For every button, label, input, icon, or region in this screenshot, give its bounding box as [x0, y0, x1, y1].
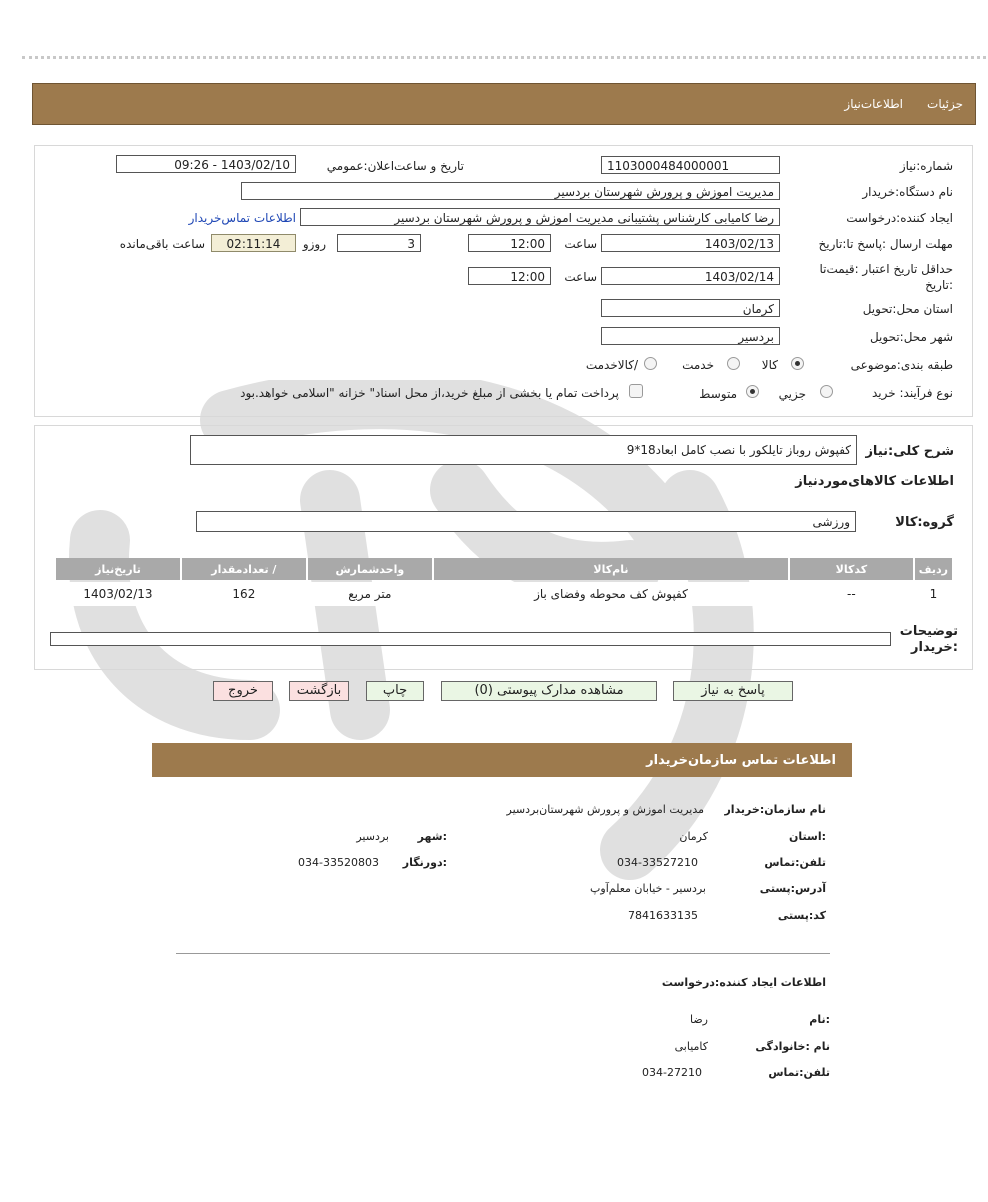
view-documents-button[interactable]: مشاهده مدارک پیوستی (0) [441, 681, 657, 701]
col-name: نام‌کالا [434, 558, 788, 580]
cell-name: کفپوش کف محوطه وفضای باز [434, 582, 788, 606]
tab-details[interactable]: جزئیات [927, 97, 963, 111]
goods-info-title: اطلاعات کالاهای‌موردنیاز [795, 474, 954, 489]
contact-org-value: مدیریت اموزش و پرورش شهرستان‌بردسیر [506, 803, 704, 816]
treasury-payment-note: پرداخت تمام یا بخشی از مبلغ خرید،از محل اسناد" خزانه "اسلامی خواهد.بود [240, 386, 619, 400]
back-button[interactable]: بازگشت [289, 681, 349, 701]
process-radio-minor[interactable] [820, 385, 833, 398]
deadline-hour-label: ساعت [564, 237, 597, 251]
cell-quantity: 162 [182, 582, 306, 606]
goods-table [54, 556, 954, 608]
deadline-hour-field: 12:00 [468, 234, 551, 252]
contact-postal-label: کد:پستی [777, 909, 826, 922]
category-radio-goods[interactable] [791, 357, 804, 370]
process-option-minor: جزيي [778, 387, 806, 401]
buyer-notes-label: توضیحات :خریدار [899, 624, 958, 655]
cell-unit: متر مربع [308, 582, 432, 606]
col-code: کدکالا [790, 558, 913, 580]
tab-need-info[interactable]: اطلاعات‌نیاز [844, 97, 903, 111]
creator-info-title: اطلاعات ایجاد کننده:درخواست [661, 976, 826, 989]
treasury-payment-checkbox[interactable] [629, 384, 643, 398]
contact-fax-label: :دورنگار [402, 856, 447, 869]
general-desc-field: کفپوش روباز تایلکور با نصب کامل ابعاد18*9 [190, 435, 857, 465]
col-unit: واحدشمارش [308, 558, 432, 580]
contact-fax-value: 034-33520803 [298, 856, 379, 869]
contact-phone-label: تلفن:تماس [764, 856, 826, 869]
need-number-label: شماره:نیاز [899, 159, 953, 173]
contact-phone-value: 034-33527210 [617, 856, 698, 869]
creator-phone-value: 034-27210 [642, 1066, 702, 1079]
contact-province-label: :استان [789, 830, 826, 843]
cell-code: -- [790, 582, 913, 606]
category-option-goods: کالا [761, 358, 778, 372]
creator-family-label: نام :خانوادگی [755, 1040, 830, 1053]
category-label: طبقه بندی:موضوعی [850, 358, 953, 372]
creator-field: رضا کامیابی کارشناس پشتیبانی مدیریت اموزش و پرورش شهرستان بردسیر [300, 208, 780, 226]
remaining-label: ساعت باقی‌مانده [119, 237, 205, 251]
need-number-field: 1103000484000001 [601, 156, 780, 174]
announce-date-field: 1403/02/10 - 09:26 [116, 155, 296, 173]
col-quantity: / تعدادمقدار [182, 558, 306, 580]
contact-city-label: :شهر [417, 830, 447, 843]
general-desc-label: شرح کلی:نیاز [865, 444, 954, 459]
cell-row: 1 [915, 582, 952, 606]
remaining-time-field: 02:11:14 [211, 234, 296, 252]
process-radio-medium[interactable] [746, 385, 759, 398]
buyer-org-label: نام دستگاه:خریدار [862, 185, 953, 199]
category-option-goods-service: /کالاخدمت [585, 358, 638, 372]
contact-address-label: آدرس:پستی [759, 882, 826, 895]
day-and-label: روزو [302, 237, 326, 251]
process-label: نوع فرآیند: خرید [872, 386, 953, 400]
process-option-medium: متوسط [699, 387, 737, 401]
province-field: کرمان [601, 299, 780, 317]
goods-table-header [56, 558, 952, 580]
creator-name-label: :نام [809, 1013, 830, 1026]
validity-hour-label: ساعت [564, 270, 597, 284]
city-label: شهر محل:تحویل [869, 330, 953, 344]
creator-name-value: رضا [689, 1013, 708, 1026]
days-field: 3 [337, 234, 421, 252]
reply-button[interactable]: پاسخ به نیاز [673, 681, 793, 701]
exit-button[interactable]: خروج [213, 681, 273, 701]
cell-date: 1403/02/13 [56, 582, 180, 606]
contact-org-label: نام سازمان:خریدار [724, 803, 826, 816]
contact-city-value: بردسیر [356, 830, 389, 843]
creator-phone-label: تلفن:تماس [768, 1066, 830, 1079]
province-label: استان محل:تحویل [862, 302, 953, 316]
category-radio-goods-service[interactable] [644, 357, 657, 370]
page-header-bar [32, 83, 976, 125]
contact-postal-value: 7841633135 [628, 909, 698, 922]
contact-province-value: کرمان [679, 830, 708, 843]
table-row [56, 582, 952, 606]
goods-group-field: ورزشی [196, 511, 856, 532]
validity-label: حداقل تاریخ اعتبار :قیمت‌تا :تاریخ [819, 262, 953, 292]
creator-family-value: کامیابی [674, 1040, 708, 1053]
contact-divider [176, 953, 830, 954]
goods-group-label: گروه:کالا [895, 515, 954, 530]
top-dotted-divider [22, 56, 986, 59]
announce-label: تاریخ و ساعت‌اعلان:عمومي [326, 159, 464, 173]
col-row: ردیف [915, 558, 952, 580]
deadline-date-field: 1403/02/13 [601, 234, 780, 252]
city-field: بردسیر [601, 327, 780, 345]
category-option-service: خدمت [682, 358, 714, 372]
print-button[interactable]: چاپ [366, 681, 424, 701]
validity-date-field: 1403/02/14 [601, 267, 780, 285]
buyer-org-field: مدیریت اموزش و پرورش شهرستان بردسیر [241, 182, 780, 200]
creator-label: ایجاد کننده:درخواست [846, 211, 953, 225]
validity-hour-field: 12:00 [468, 267, 551, 285]
col-date: تاریخ‌نیاز [56, 558, 180, 580]
category-radio-service[interactable] [727, 357, 740, 370]
deadline-label: مهلت ارسال :پاسخ تا:تاریخ [818, 237, 953, 251]
buyer-notes-field [50, 632, 891, 646]
contact-address-value: بردسیر - خیابان معلم‌آوپ [590, 882, 706, 895]
buyer-contact-header [152, 743, 852, 777]
buyer-contact-link[interactable]: اطلاعات تماس‌خریدار [188, 211, 296, 225]
buyer-contact-title: اطلاعات تماس سازمان‌خریدار [646, 753, 836, 768]
